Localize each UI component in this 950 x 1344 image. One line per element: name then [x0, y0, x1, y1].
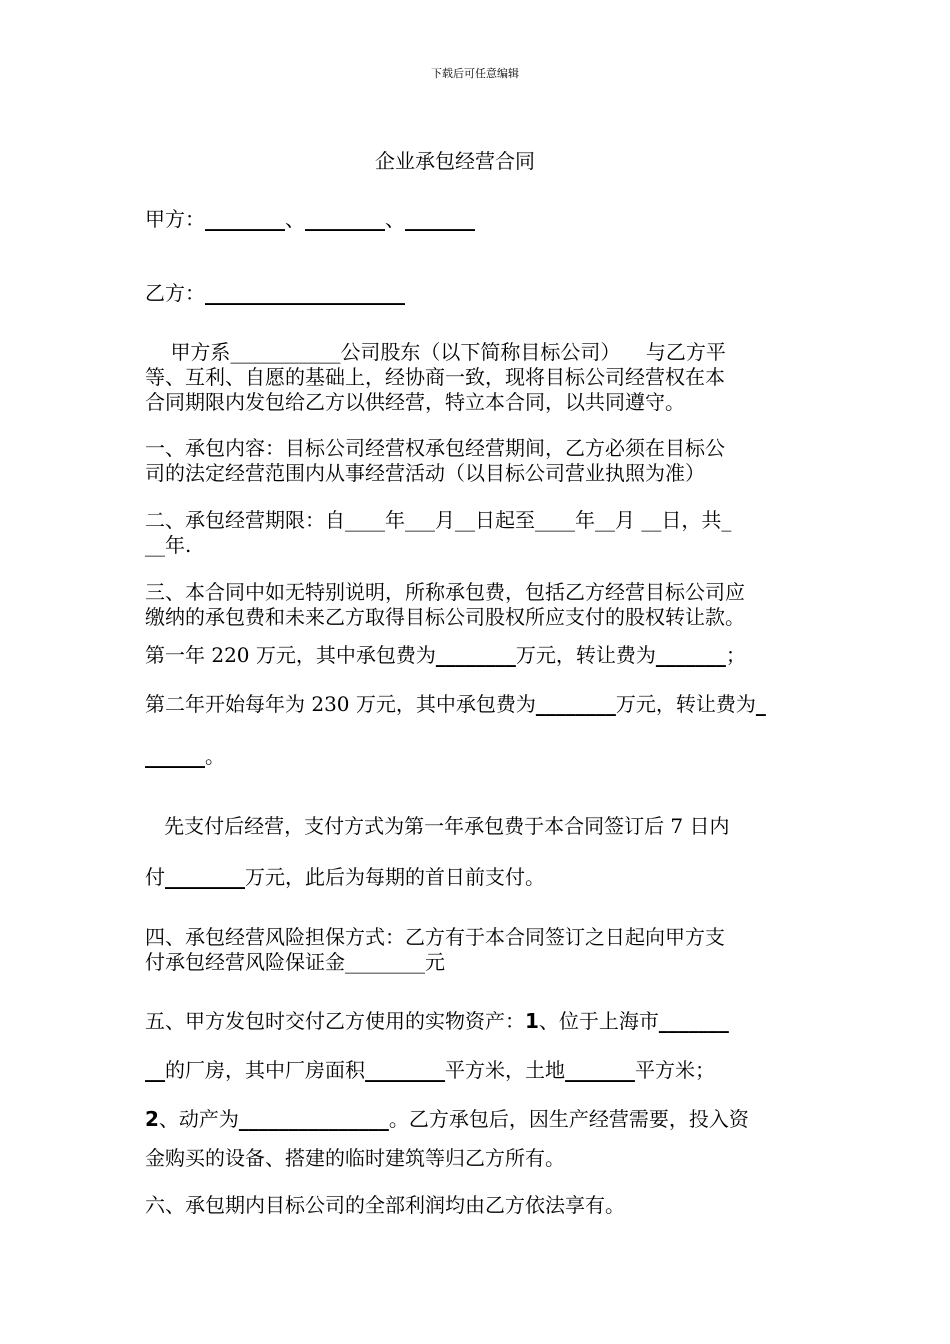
- party-b-line: 乙方：____________________: [145, 281, 405, 305]
- clause-5-line-2: __的厂房，其中厂房面积________平方米，土地_______平方米；: [145, 1058, 715, 1082]
- clause-3-line-1: 三、本合同中如无特别说明，所称承包费，包括乙方经营目标公司应: [145, 580, 745, 604]
- clause-5-line-1: 五、甲方发包时交付乙方使用的实物资产：1、位于上海市_______: [145, 1009, 729, 1033]
- clause-5-line-4: 金购买的设备、搭建的临时建筑等归乙方所有。: [145, 1146, 565, 1170]
- clause-6-line-1: 六、承包期内目标公司的全部利润均由乙方依法享有。: [145, 1193, 625, 1217]
- clause-3-year-2: 第二年开始每年为 230 万元，其中承包费为________万元，转让费为_: [145, 692, 766, 716]
- page-header: 下载后可任意编辑: [431, 67, 519, 80]
- payment-line-1: 先支付后经营，支付方式为第一年承包费于本合同签订后 7 日内: [145, 814, 730, 838]
- party-a-blank-1: ________: [205, 207, 285, 231]
- party-a-blank-3: _______: [405, 207, 475, 231]
- party-b-blank: ____________________: [205, 281, 405, 305]
- clause-4-line-1: 四、承包经营风险担保方式：乙方有于本合同签订之日起向甲方支: [145, 925, 725, 949]
- clause-3-year-1: 第一年 220 万元，其中承包费为________万元，转让费为_______；: [145, 643, 746, 667]
- payment-line-2: 付________万元，此后为每期的首日前支付。: [145, 865, 545, 889]
- clause-3-line-2: 缴纳的承包费和未来乙方取得目标公司股权所应支付的股权转让款。: [145, 605, 745, 629]
- clause-1-line-2: 司的法定经营范围内从事经营活动（以目标公司营业执照为准）: [145, 461, 705, 485]
- contract-title: 企业承包经营合同: [375, 149, 535, 173]
- intro-line-3: 合同期限内发包给乙方以供经营，特立本合同，以共同遵守。: [145, 390, 685, 414]
- clause-5-line-3: 2、动产为_______________。乙方承包后，因生产经营需要，投入资: [145, 1107, 749, 1131]
- party-a-line: 甲方：________、________、_______: [145, 207, 475, 231]
- clause-1-line-1: 一、承包内容：目标公司经营权承包经营期间，乙方必须在目标公: [145, 436, 725, 460]
- party-a-blank-2: ________: [305, 207, 385, 231]
- intro-line-2: 等、互利、自愿的基础上，经协商一致，现将目标公司经营权在本: [145, 365, 725, 389]
- intro-line-1: 甲方系___________公司股东（以下简称目标公司） 与乙方平: [145, 340, 726, 364]
- clause-3-year-2-cont: ______。: [145, 744, 225, 768]
- clause-2-line-1: 二、承包经营期限：自____年___月__日起至____年__月 __日，共_: [145, 508, 732, 532]
- clause-4-line-2: 付承包经营风险保证金________元: [145, 950, 445, 974]
- clause-2-line-2: __年.: [145, 533, 192, 557]
